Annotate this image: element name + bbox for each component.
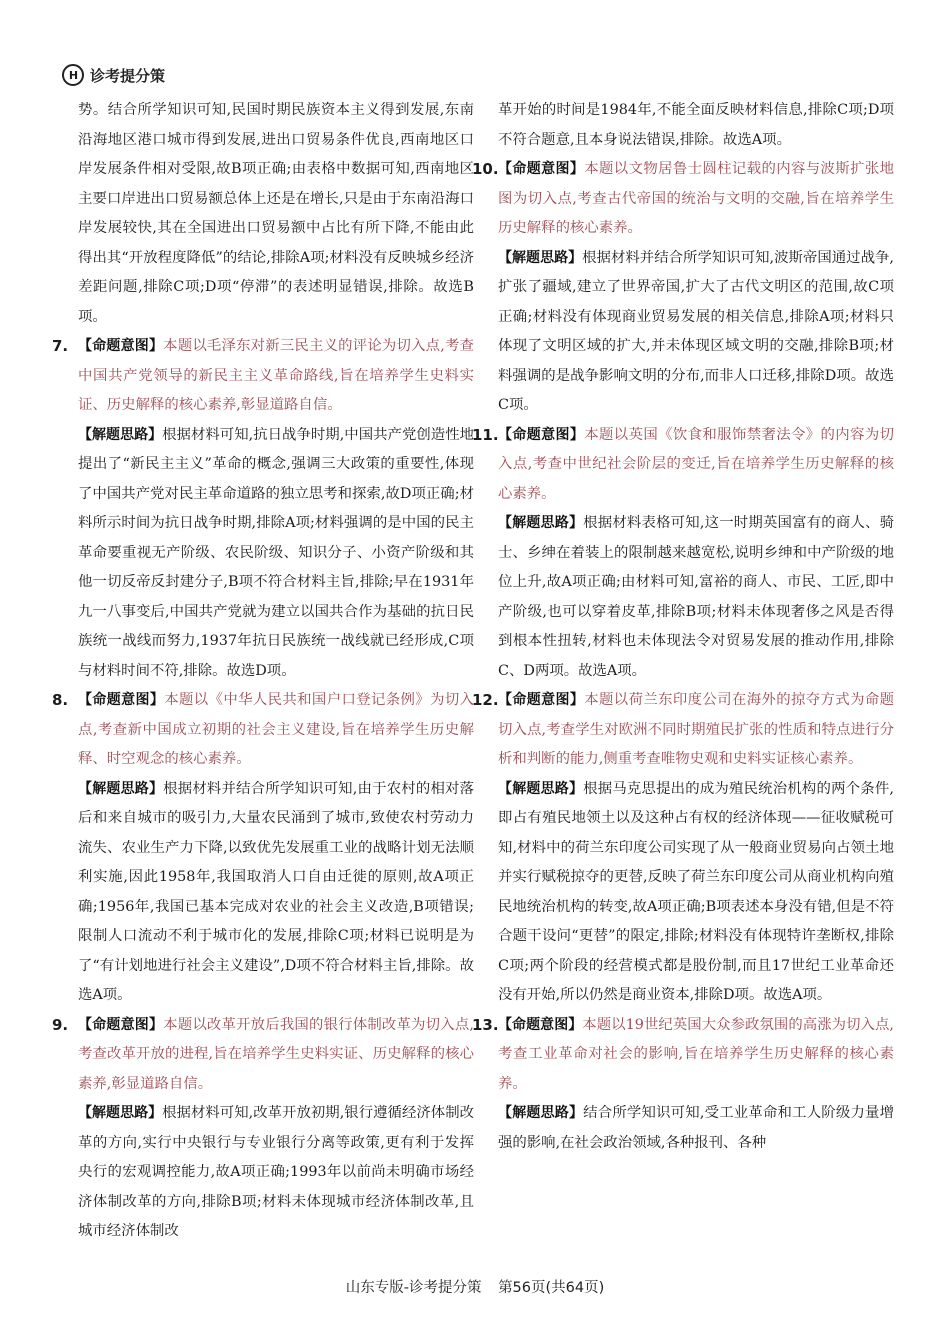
purpose-tag: 【命题意图】 <box>78 338 164 354</box>
edition-label: 山东专版-诊考提分策 <box>345 1280 482 1296</box>
question-10 <box>472 155 894 421</box>
question-13 <box>472 1011 895 1159</box>
question-12 <box>472 686 895 1011</box>
question-number: 7. <box>52 337 69 355</box>
question-9 <box>52 1011 475 1247</box>
solution-text: 结合所学知识可知,受工业革命和工人阶级力量增强的影响,在社会政治领域,各种报刊、各种 <box>498 1105 895 1151</box>
purpose-tag: 【命题意图】 <box>78 692 165 708</box>
purpose-tag: 【命题意图】 <box>498 692 585 708</box>
page-number: 第56页(共64页) <box>498 1280 605 1296</box>
solution-text: 根据材料并结合所学知识可知,由于农村的相对落后和来自城市的吸引力,大量农民涌到了城市,致使农村劳动力流失、农业生产力下降,以致优先发展重工业的战略计划无法顺利实施,因此1958年,我国取消人口自由迁徙的原则,故A项正确;1956年,我国已基本完成对农业的社会主义改造,B项错误;限制人口流动不利于城市化的发展,排除C项;材料已说明是为了“有计划地进行社会主义建设”,D项不符合材料主旨,排除。故选A项。 <box>78 780 475 1003</box>
question-7 <box>52 332 475 686</box>
question-number: 8. <box>52 691 69 709</box>
solution-tag: 【解题思路】 <box>498 515 584 531</box>
carryover-paragraph: 势。结合所学知识可知,民国时期民族资本主义得到发展,东南沿海地区港口城市得到发展,进出口贸易条件优良,西南地区口岸发展条件相对受限,故B项正确;由表格中数据可知,西南地区主要口岸进出口贸易额总体上还是在增长,只是由于东南沿海口岸发展较快,其在全国进出口贸易额中占比有所下降,不能由此得出其“开放程度降低”的结论,排除A项;材料没有反映城乡经济差距问题,排除C项;D项“停滞”的表述明显错误,排除。故选B项。 <box>78 102 474 325</box>
purpose-text: 本题以荷兰东印度公司在海外的掠夺方式为命题切入点,考查学生对欧洲不同时期殖民扩张的性质和特点进行分析和判断的能力,侧重考查唯物史观和史料实证核心素养。 <box>498 692 894 767</box>
purpose-tag: 【命题意图】 <box>78 1016 164 1033</box>
solution-text: 根据材料并结合所学知识可知,波斯帝国通过战争,扩张了疆域,建立了世界帝国,扩大了古代文明区的范围,故C项正确;材料没有体现商业贸易发展的相关信息,排除A项;材料只体现了文明区域的扩大,并未体现区域文明的交融,排除B项;材料强调的是战争影响文明的分布,而非人口迁移,排除D项。故选C项。 <box>498 249 894 413</box>
purpose-text: 本题以英国《饮食和服饰禁奢法令》的内容为切入点,考查中世纪社会阶层的变迁,旨在培养学生历史解释的核心素养。 <box>498 426 894 502</box>
purpose-tag: 【命题意图】 <box>498 161 585 177</box>
question-number: 13. <box>472 1015 499 1034</box>
solution-tag: 【解题思路】 <box>498 780 584 797</box>
solution-tag: 【解题思路】 <box>78 1105 163 1121</box>
purpose-text: 本题以改革开放后我国的银行体制改革为切入点,考查改革开放的进程,旨在培养学生史料实证、历史解释的核心素养,彰显道路自信。 <box>78 1016 475 1092</box>
solution-text: 根据材料可知,改革开放初期,银行遵循经济体制改革的方向,实行中央银行与专业银行分离等政策,更有利于发挥央行的宏观调控能力,故A项正确;1993年以前尚未明确市场经济体制改革的方向,排除B项;材料未体现城市经济体制改革,且城市经济体制改 <box>78 1105 474 1239</box>
brand-name: 诊考提分策 <box>90 66 166 85</box>
brand-logo-icon: H <box>62 64 84 86</box>
question-8 <box>52 686 475 1011</box>
solution-text: 根据材料可知,抗日战争时期,中国共产党创造性地提出了“新民主主义”革命的概念,强调三大政策的重要性,体现了中国共产党对民主革命道路的独立思考和探索,故D项正确;材料所示时间为抗日战争时期,排除A项;材料强调的是中国的民主革命要重视无产阶级、农民阶级、知识分子、小资产阶级和其他一切反帝反封建分子,B项不符合材料主旨,排除;早在1931年九一八事变后,中国共产党就为建立以国共合作为基础的抗日民族统一战线而努力,1937年抗日民族统一战线就已经形成,C项与材料时间不符,排除。故选D项。 <box>78 426 474 679</box>
purpose-text: 本题以《中华人民共和国户口登记条例》为切入点,考查新中国成立初期的社会主义建设,旨在培养学生历史解释、时空观念的核心素养。 <box>78 692 474 767</box>
solution-tag: 【解题思路】 <box>498 249 583 266</box>
purpose-tag: 【命题意图】 <box>498 426 585 443</box>
solution-tag: 【解题思路】 <box>78 780 164 797</box>
question-number: 9. <box>52 1015 69 1034</box>
right-column <box>472 96 895 1158</box>
question-11 <box>472 421 895 687</box>
purpose-text: 本题以文物居鲁士圆柱记载的内容与波斯扩张地图为切入点,考查古代帝国的统治与文明的交融,旨在培养学生历史解释的核心素养。 <box>498 161 894 236</box>
page-header <box>62 62 165 88</box>
carryover-paragraph: 革开始的时间是1984年,不能全面反映材料信息,排除C项;D项不符合题意,且本身说法错误,排除。故选A项。 <box>498 102 894 148</box>
purpose-tag: 【命题意图】 <box>498 1016 583 1033</box>
question-number: 11. <box>472 425 499 444</box>
solution-text: 根据材料表格可知,这一时期英国富有的商人、骑士、乡绅在着装上的限制越来越宽松,说明乡绅和中产阶级的地位上升,故A项正确;由材料可知,富裕的商人、市民、工匠,即中产阶级,也可以穿着皮革,排除B项;材料未体现奢侈之风是否得到根本性扭转,材料也未体现法令对贸易发展的推动作用,排除C、D两项。故选A项。 <box>498 515 895 679</box>
solution-tag: 【解题思路】 <box>498 1105 584 1121</box>
solution-tag: 【解题思路】 <box>78 426 163 443</box>
page-footer <box>0 1276 950 1297</box>
purpose-text: 本题以19世纪英国大众参政氛围的高涨为切入点,考查工业革命对社会的影响,旨在培养学生历史解释的核心素养。 <box>498 1016 895 1092</box>
question-number: 10. <box>472 160 499 178</box>
solution-text: 根据马克思提出的成为殖民统治机构的两个条件,即占有殖民地领土以及这种占有权的经济体现——征收赋税可知,材料中的荷兰东印度公司实现了从一般商业贸易向占领土地并实行赋税掠夺的更替,反映了荷兰东印度公司从商业机构向殖民地统治机构的转变,故A项正确;B项表述本身没有错,但是不符合题干设问“更替”的限定,排除;材料没有体现特许垄断权,排除C项;两个阶段的经营模式都是股份制,而且17世纪工业革命还没有开始,所以仍然是商业资本,排除D项。故选A项。 <box>498 780 895 1003</box>
purpose-text: 本题以毛泽东对新三民主义的评论为切入点,考查中国共产党领导的新民主主义革命路线,旨在培养学生史料实证、历史解释的核心素养,彰显道路自信。 <box>78 338 475 413</box>
left-column <box>52 96 475 1247</box>
question-number: 12. <box>472 691 499 709</box>
